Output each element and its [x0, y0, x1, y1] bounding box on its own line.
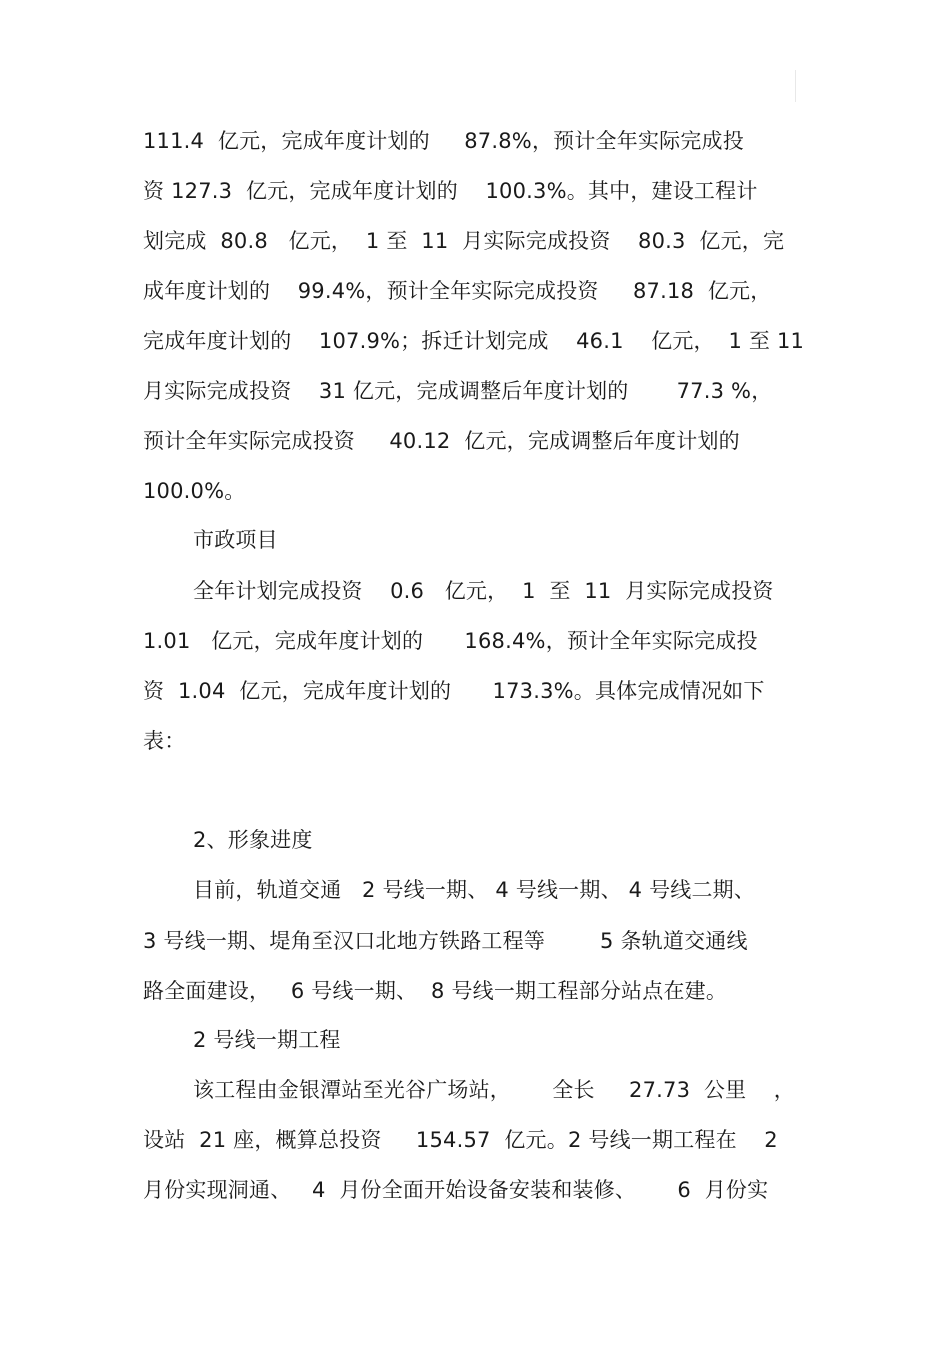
paragraph-line: 路全面建设， 6 号线一期、 8 号线一期工程部分站点在建。 [143, 979, 728, 1003]
paragraph-line: 全年计划完成投资 0.6 亿元， 1 至 11 月实际完成投资 [193, 579, 774, 603]
paragraph-line: 月实际完成投资 31 亿元，完成调整后年度计划的 77.3 %， [143, 379, 773, 403]
section-heading: 市政项目 [193, 528, 278, 552]
paragraph-line: 月份实现洞通、 4 月份全面开始设备安装和装修、 6 月份实 [143, 1178, 769, 1202]
paragraph-line: 该工程由金银潭站至光谷广场站， 全长 27.73 公里 ， [193, 1078, 795, 1102]
paragraph-line: 成年度计划的 99.4%，预计全年实际完成投资 87.18 亿元， [143, 279, 772, 303]
paragraph-line: 100.0%。 [143, 479, 246, 503]
paragraph-line: 资 127.3 亿元，完成年度计划的 100.3%。其中，建设工程计 [143, 179, 758, 203]
section-heading: 2 号线一期工程 [193, 1028, 341, 1052]
paragraph-line: 完成年度计划的 107.9%；拆迁计划完成 46.1 亿元， 1 至 11 [143, 329, 805, 353]
paragraph-line: 1.01 亿元，完成年度计划的 168.4%，预计全年实际完成投 [143, 629, 758, 653]
paragraph-line: 划完成 80.8 亿元， 1 至 11 月实际完成投资 80.3 亿元，完 [143, 229, 785, 253]
section-heading: 2、形象进度 [193, 828, 313, 852]
page-edge-mark [795, 70, 796, 102]
paragraph-line: 预计全年实际完成投资 40.12 亿元，完成调整后年度计划的 [143, 429, 740, 453]
paragraph-line: 设站 21 座，概算总投资 154.57 亿元。2 号线一期工程在 2 [143, 1128, 778, 1152]
paragraph-line: 目前，轨道交通 2 号线一期、 4 号线一期、 4 号线二期、 [193, 878, 756, 902]
paragraph-line: 表： [143, 729, 186, 753]
paragraph-line: 资 1.04 亿元，完成年度计划的 173.3%。具体完成情况如下 [143, 679, 765, 703]
paragraph-line: 111.4 亿元，完成年度计划的 87.8%，预计全年实际完成投 [143, 129, 744, 153]
paragraph-line: 3 号线一期、堤角至汉口北地方铁路工程等 5 条轨道交通线 [143, 929, 748, 953]
